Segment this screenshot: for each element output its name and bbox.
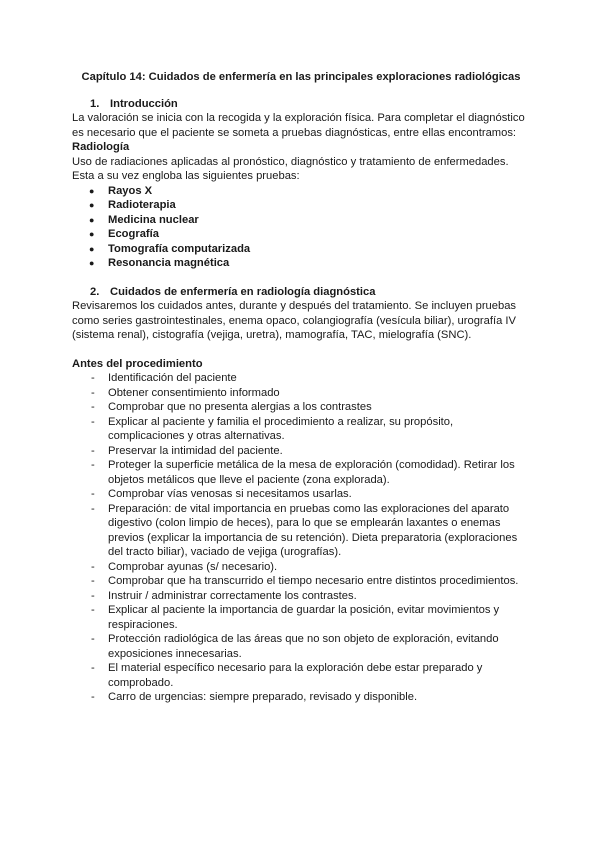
section-2-title: Cuidados de enfermería en radiología diagnóstica — [110, 285, 376, 298]
list-item: - Comprobar vías venosas si necesitamos usarlas. — [72, 487, 530, 502]
list-item: ● Rayos X — [72, 184, 530, 199]
list-item: - Comprobar ayunas (s/ necesario). — [72, 560, 530, 575]
list-item: - Instruir / administrar correctamente los contrastes. — [72, 589, 530, 604]
list-item: - Carro de urgencias: siempre preparado, revisado y disponible. — [72, 690, 530, 705]
list-item: ● Ecografía — [72, 227, 530, 242]
list-item: - Preservar la intimidad del paciente. — [72, 444, 530, 459]
section-2-intro: Revisaremos los cuidados antes, durante y después del tratamiento. Se incluyen pruebas como series gastrointestinales, enema opaco, colangiografía (vesícula biliar), urografía IV (sistema renal), cistografía (vejiga, uretra), mamografía, TAC, mielografía (SNC). — [72, 300, 517, 341]
section-2-heading — [72, 285, 530, 300]
list-item: - Comprobar que ha transcurrido el tiempo necesario entre distintos procedimientos. — [72, 574, 530, 589]
list-item: - Obtener consentimiento informado — [72, 386, 530, 401]
list-item: - Explicar al paciente la importancia de guardar la posición, evitar movimientos y respiraciones. — [72, 603, 530, 632]
list-item: ● Medicina nuclear — [72, 213, 530, 228]
section-1-heading — [72, 97, 530, 112]
section-1-number: 1. — [90, 97, 100, 110]
list-item: ● Radioterapia — [72, 198, 530, 213]
section-1-intro: La valoración se inicia con la recogida y la exploración física. Para completar el diagnóstico es necesario que el paciente se someta a pruebas diagnósticas, entre ellas encontramos: — [72, 112, 525, 139]
before-procedure-list — [72, 371, 530, 705]
list-item: ● Resonancia magnética — [72, 256, 530, 271]
chapter-title: Capítulo 14: Cuidados de enfermería en las principales exploraciones radiológicas — [81, 71, 521, 83]
section-1-title: Introducción — [110, 97, 178, 110]
list-item: - El material específico necesario para la exploración debe estar preparado y comprobado. — [72, 661, 530, 690]
list-item: - Identificación del paciente — [72, 371, 530, 386]
section-2-number: 2. — [90, 285, 100, 298]
before-procedure-heading: Antes del procedimiento — [72, 357, 203, 370]
radiologia-description: Uso de radiaciones aplicadas al pronóstico, diagnóstico y tratamiento de enfermedades. Esta a su vez engloba las siguientes pruebas: — [72, 155, 509, 182]
list-item: ● Tomografía computarizada — [72, 242, 530, 257]
list-item: - Preparación: de vital importancia en pruebas como las exploraciones del aparato digestivo (colon limpio de heces), para lo que se emplearán laxantes o enemas previos (explicar la importancia de su retención). Dieta preparatoria (exploraciones del tracto biliar), vaciado de vejiga (urografías). — [72, 502, 530, 560]
list-item: - Comprobar que no presenta alergias a los contrastes — [72, 400, 530, 415]
list-item: - Proteger la superficie metálica de la mesa de exploración (comodidad). Retirar los objetos metálicos que lleve el paciente (zona explorada). — [72, 458, 530, 487]
list-item: - Explicar al paciente y familia el procedimiento a realizar, su propósito, complicaciones y otras alternativas. — [72, 415, 530, 444]
list-item: - Protección radiológica de las áreas que no son objeto de exploración, evitando exposiciones innecesarias. — [72, 632, 530, 661]
radiology-tests-list — [72, 184, 530, 271]
radiologia-subheading: Radiología — [72, 141, 130, 153]
